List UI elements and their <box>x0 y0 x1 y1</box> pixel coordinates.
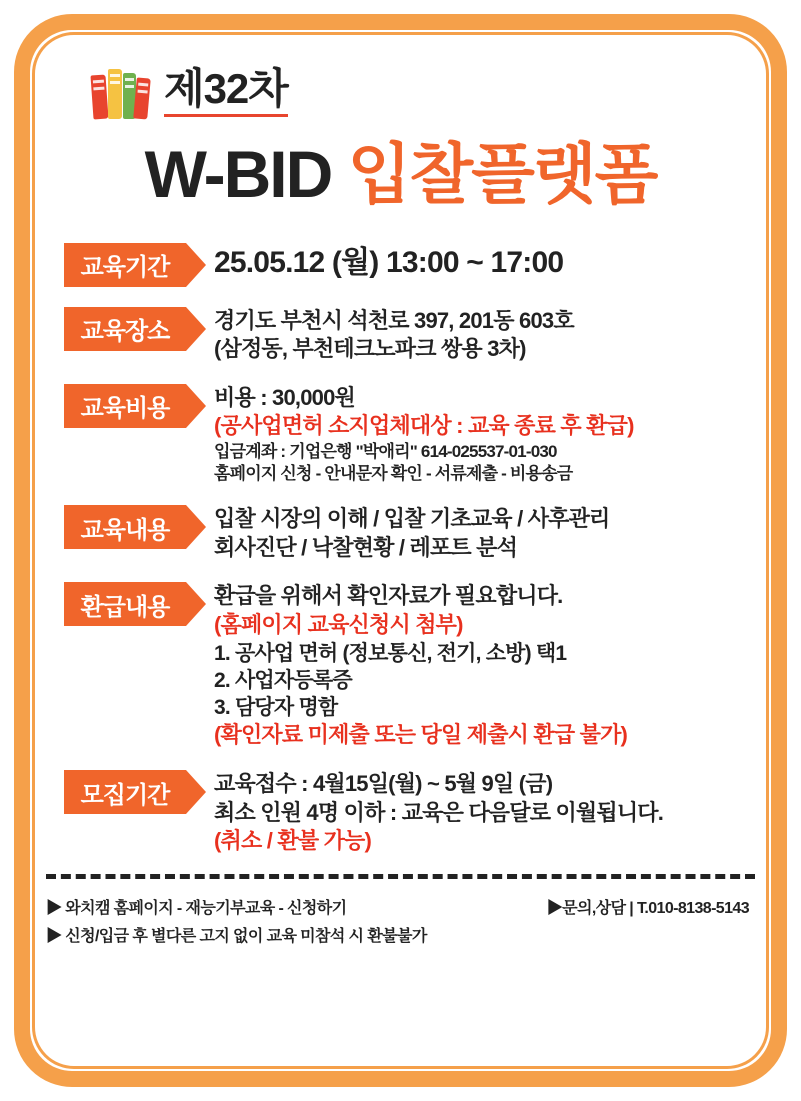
row-tag-label: 교육비용 <box>64 384 186 428</box>
tag-arrow-icon <box>186 307 206 351</box>
row-line: (삼정동, 부천테크노파크 쌍용 3차) <box>214 336 526 362</box>
title-brand: W-BID <box>144 137 348 211</box>
footer-right <box>547 895 755 923</box>
row-line: 1. 공사업 면허 (정보통신, 전기, 소방) 택1 <box>214 641 567 665</box>
row-line: (취소 / 환불 가능) <box>214 828 372 854</box>
row-line: (공사업면허 소지업체대상 : 교육 종료 후 환급) <box>214 413 634 439</box>
row-line: 회사진단 / 낙찰현황 / 레포트 분석 <box>214 534 518 560</box>
row-line: 입찰 시장의 이해 / 입찰 기초교육 / 사후관리 <box>214 506 610 532</box>
row-tag-wrapper <box>46 243 214 287</box>
row-body <box>214 768 755 856</box>
footer-note: ▶ 와치캠 홈페이지 - 재능기부교육 - 신청하기 <box>46 899 347 917</box>
footer-left <box>46 895 427 951</box>
row-line: 2. 사업자등록증 <box>214 668 352 692</box>
row-line: 환급을 위해서 확인자료가 필요합니다. <box>214 583 563 609</box>
info-row <box>46 580 755 750</box>
info-row <box>46 241 755 287</box>
row-line: (확인자료 미제출 또는 당일 제출시 환급 불가) <box>214 722 628 748</box>
row-tag-label: 교육장소 <box>64 307 186 351</box>
row-body <box>214 503 755 562</box>
row-line: 경기도 부천시 석천로 397, 201동 603호 <box>214 307 574 333</box>
row-tag-label: 환급내용 <box>64 582 186 626</box>
row-tag-wrapper <box>46 582 214 626</box>
row-tag-wrapper <box>46 505 214 549</box>
row-line: 비용 : 30,000원 <box>214 384 355 410</box>
row-tag-label: 모집기간 <box>64 770 186 814</box>
footer-contact: ▶문의,상담 | T.010-8138-5143 <box>546 899 749 917</box>
row-line: 교육접수 : 4월15일(월) ~ 5월 9일 (금) <box>214 771 553 797</box>
row-body <box>214 382 755 485</box>
info-row <box>46 503 755 562</box>
row-line: 홈페이지 신청 - 안내문자 확인 - 서류제출 - 비용송금 <box>214 464 573 484</box>
tag-arrow-icon <box>186 384 206 428</box>
row-line: 25.05.12 (월) 13:00 ~ 17:00 <box>214 245 564 279</box>
header <box>90 60 755 124</box>
row-line: (홈페이지 교육신청시 첨부) <box>214 611 463 637</box>
row-tag-label: 교육기간 <box>64 243 186 287</box>
row-line: 최소 인원 4명 이하 : 교육은 다음달로 이월됩니다. <box>214 799 664 825</box>
row-line: 3. 담당자 명함 <box>214 696 338 720</box>
row-body <box>214 241 755 282</box>
row-line: 입금계좌 : 기업은행 "박애리" 614-025537-01-030 <box>214 441 557 461</box>
row-tag-wrapper <box>46 384 214 428</box>
tag-arrow-icon <box>186 243 206 287</box>
row-body <box>214 305 755 364</box>
round-number: 제32차 <box>164 67 288 116</box>
info-row <box>46 382 755 485</box>
tag-arrow-icon <box>186 770 206 814</box>
page-title <box>46 138 755 211</box>
books-icon <box>90 63 152 121</box>
row-tag-label: 교육내용 <box>64 505 186 549</box>
info-rows <box>46 241 755 856</box>
poster-content <box>46 46 755 1055</box>
divider-dashed <box>46 874 755 879</box>
info-row <box>46 305 755 364</box>
row-tag-wrapper <box>46 770 214 814</box>
info-row <box>46 768 755 856</box>
row-body <box>214 580 755 750</box>
footer <box>46 895 755 951</box>
tag-arrow-icon <box>186 505 206 549</box>
tag-arrow-icon <box>186 582 206 626</box>
title-highlight: 입찰플랫폼 <box>347 137 657 211</box>
row-tag-wrapper <box>46 307 214 351</box>
footer-note: ▶ 신청/입금 후 별다른 고지 없이 교육 미참석 시 환불불가 <box>46 927 427 945</box>
